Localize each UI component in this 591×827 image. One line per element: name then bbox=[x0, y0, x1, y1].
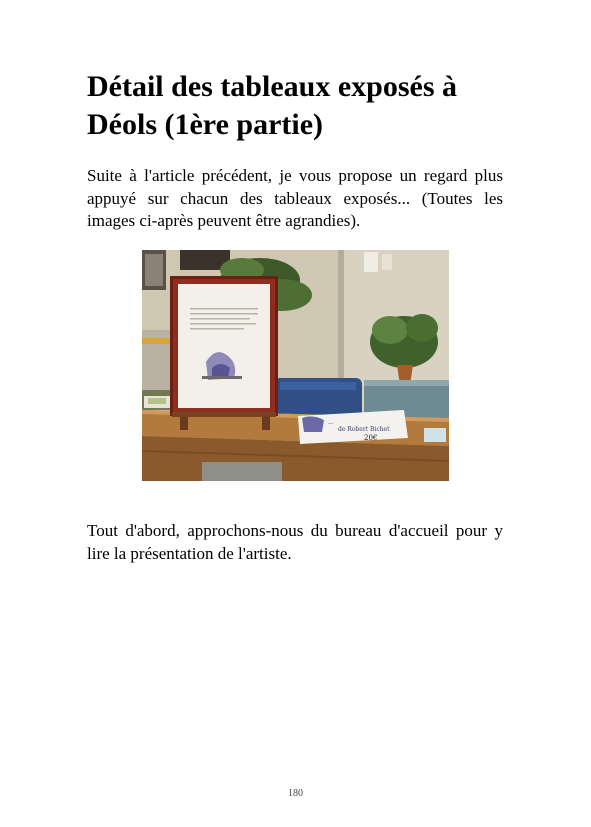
photo-card-line-2: de Robert Bichet bbox=[338, 426, 390, 433]
page-title: Détail des tableaux exposés à Déols (1ère partie) bbox=[87, 70, 457, 141]
photo-card-line-1: ... bbox=[328, 419, 334, 426]
photo-small-card bbox=[424, 428, 446, 442]
photo-framed-picture bbox=[170, 276, 278, 416]
body-paragraph: Tout d'abord, approchons-nous du bureau d'accueil pour y lire la présentation de l'artiste. bbox=[87, 521, 503, 563]
page-number: 180 bbox=[288, 788, 303, 799]
intro-paragraph: Suite à l'article précédent, je vous propose un regard plus appuyé sur chacun des tableaux exposés... (Toutes les images ci-après peuvent être agrandies). bbox=[87, 166, 503, 230]
photo-wall-box bbox=[364, 252, 378, 272]
photo-name-card bbox=[298, 410, 408, 444]
reception-desk-photo bbox=[142, 250, 449, 481]
photo-card-price: 20€ bbox=[364, 434, 378, 442]
